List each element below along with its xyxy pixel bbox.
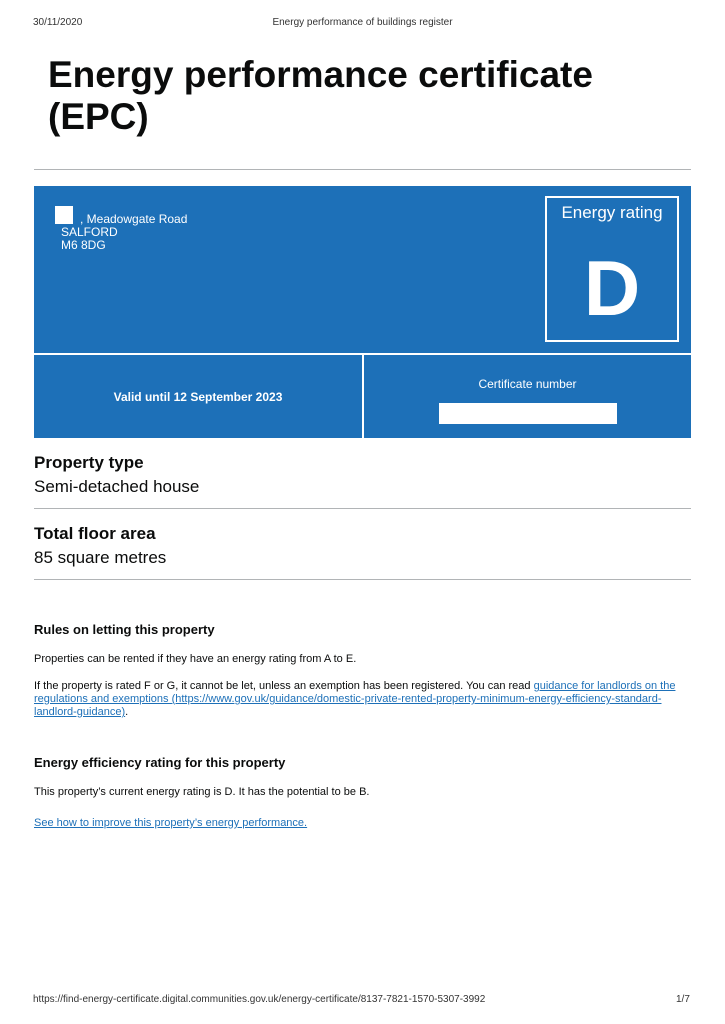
improve-performance-link[interactable]: See how to improve this property’s energy performance. — [34, 817, 308, 829]
landlord-guidance-link[interactable]: guidance for landlords on the regulations and exemptions (https://www.gov.uk/guidance/domestic-private-rented-property-minimum-energy-efficiency-standard-landlord-guidance) — [34, 680, 676, 718]
print-footer-page: 1/7 — [676, 994, 690, 1005]
property-type-heading: Property type — [34, 453, 144, 472]
epc-summary-panel — [34, 186, 691, 353]
floor-area-value: 85 square metres — [34, 548, 167, 567]
certificate-number-panel — [364, 355, 691, 438]
divider — [34, 169, 691, 170]
divider — [34, 579, 691, 580]
print-footer-url: https://find-energy-certificate.digital.communities.gov.uk/energy-certificate/8137-7821-1570-5307-3992 — [33, 994, 486, 1005]
letting-rules-heading: Rules on letting this property — [34, 622, 215, 637]
certificate-number-value — [439, 403, 617, 424]
print-header-date: 30/11/2020 — [33, 17, 83, 28]
letting-rules-paragraph-2 — [34, 680, 694, 719]
letting-rules-end: . — [125, 706, 129, 718]
efficiency-rating-heading: Energy efficiency rating for this property — [34, 755, 286, 770]
energy-rating-label: Energy rating — [561, 203, 663, 222]
floor-area-heading: Total floor area — [34, 524, 156, 543]
property-type-value: Semi-detached house — [34, 477, 200, 496]
certificate-number-label: Certificate number — [478, 377, 577, 391]
letting-rules-paragraph-1: Properties can be rented if they have an energy rating from A to E. — [34, 653, 357, 665]
energy-rating-box — [545, 196, 679, 342]
page-title: Energy performance certificate (EPC) — [48, 54, 593, 137]
valid-until-text: Valid until 12 September 2023 — [113, 390, 283, 404]
energy-rating-letter: D — [583, 244, 641, 332]
address-line-3: M6 8DG — [61, 238, 106, 252]
validity-panel — [34, 355, 362, 438]
address-line-1: , Meadowgate Road — [80, 212, 188, 226]
address-line-2: SALFORD — [61, 225, 118, 239]
efficiency-rating-paragraph: This property’s current energy rating is D. It has the potential to be B. — [34, 786, 370, 798]
letting-rules-text: If the property is rated F or G, it cannot be let, unless an exemption has been registered. You can read — [34, 680, 534, 692]
divider — [34, 508, 691, 509]
improve-performance-paragraph — [34, 817, 694, 830]
redacted-house-number — [55, 206, 73, 224]
print-header-title: Energy performance of buildings register — [272, 17, 453, 28]
